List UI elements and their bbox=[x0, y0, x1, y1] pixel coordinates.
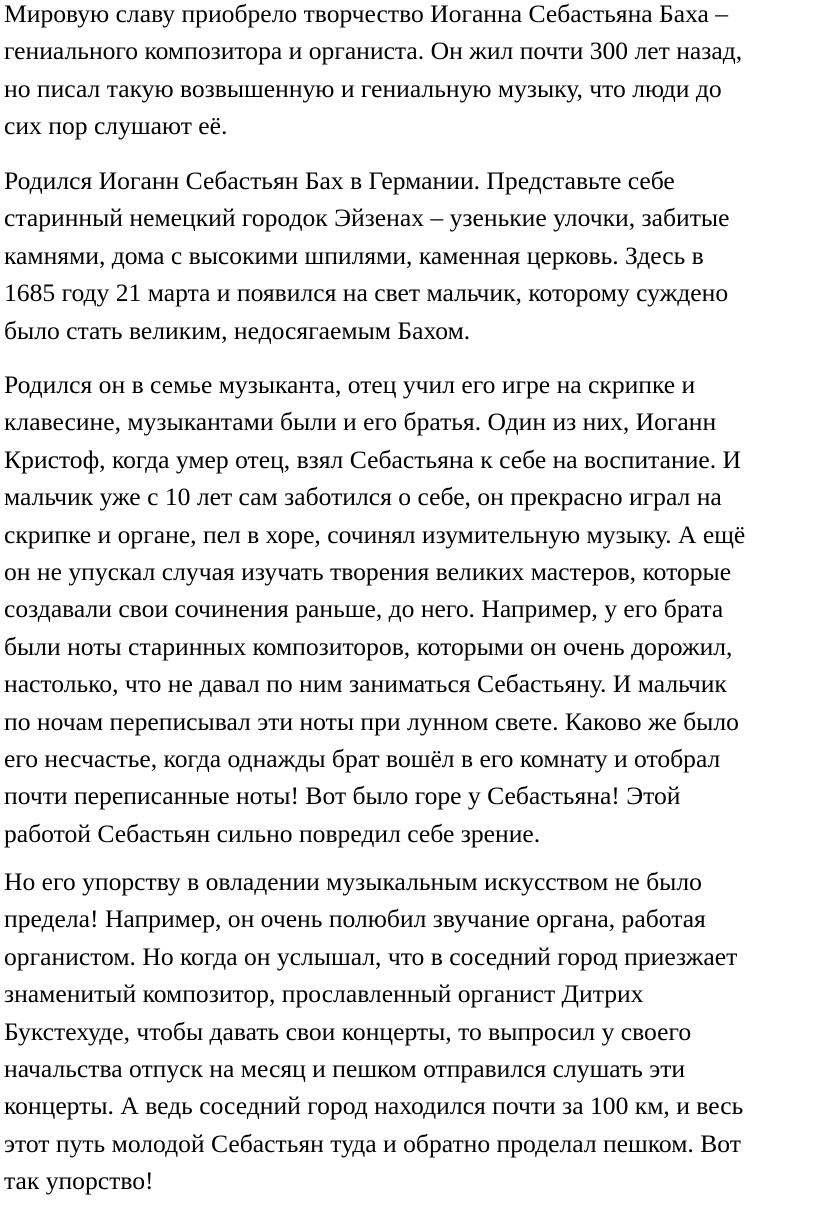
text-line: были ноты старинных композиторов, которыми он очень дорожил, bbox=[4, 631, 733, 661]
text-line: Родился Иоганн Себастьян Бах в Германии. Представьте себе bbox=[4, 166, 675, 195]
text-line: сих пор слушают её. bbox=[4, 111, 228, 141]
text-line: создавали свои сочинения раньше, до него. Например, у его брата bbox=[4, 594, 724, 624]
text-line: его несчастье, когда однажды брат вошёл в его комнату и отобрал bbox=[4, 744, 721, 774]
text-line: гениального композитора и органиста. Он жил почти 300 лет назад, bbox=[4, 36, 743, 66]
text-line: так упорство! bbox=[4, 1166, 154, 1196]
text-line: клавесине, музыкантами были и его братья. Один из них, Иоганн bbox=[4, 407, 717, 437]
text-line: скрипке и органе, пел в хоре, сочинял изумительную музыку. А ещё bbox=[4, 519, 746, 549]
paragraph-intro bbox=[4, 0, 742, 145]
text-line: предела! Например, он очень полюбил звучание органа, работая bbox=[4, 904, 706, 934]
text-line: мальчик уже с 10 лет сам заботился о себе, он прекрасно играл на bbox=[4, 482, 722, 512]
text-line: Кристоф, когда умер отец, взял Себастьяна к себе на воспитание. И bbox=[4, 444, 742, 474]
text-line: концерты. А ведь соседний город находился почти за 100 км, и весь bbox=[4, 1091, 744, 1121]
text-line: по ночам переписывал эти ноты при лунном свете. Каково же было bbox=[4, 706, 739, 736]
text-line: Но его упорству в овладении музыкальным искусством не было bbox=[4, 867, 702, 896]
text-line: Родился он в семье музыканта, отец учил его игре на скрипке и bbox=[4, 370, 696, 399]
text-line: настолько, что не давал по ним заниматься Себастьяну. И мальчик bbox=[4, 669, 727, 699]
text-line: знаменитый композитор, прославленный органист Дитрих bbox=[4, 979, 644, 1009]
text-line: Мировую славу приобрело творчество Иоганна Себастьяна Баха – bbox=[4, 0, 729, 28]
text-line: работой Себастьян сильно повредил себе зрение. bbox=[4, 818, 541, 848]
paragraph-childhood bbox=[4, 366, 745, 852]
text-line: почти переписанные ноты! Вот было горе у Себастьяна! Этой bbox=[4, 781, 681, 811]
text-line: 1685 году 21 марта и появился на свет мальчик, которому суждено bbox=[4, 278, 729, 308]
text-line: органистом. Но когда он услышал, что в соседний город приезжает bbox=[4, 941, 738, 971]
text-line: старинный немецкий городок Эйзенах – узенькие улочки, забитые bbox=[4, 203, 730, 233]
text-line: Букстехуде, чтобы давать свои концерты, то выпросил у своего bbox=[4, 1016, 692, 1046]
text-line: он не упускал случая изучать творения великих мастеров, которые bbox=[4, 557, 732, 587]
text-line: камнями, дома с высокими шпилями, каменная церковь. Здесь в bbox=[4, 240, 704, 270]
text-line: этот путь молодой Себастьян туда и обратно проделал пешком. Вот bbox=[4, 1128, 741, 1158]
text-line: но писал такую возвышенную и гениальную музыку, что люди до bbox=[4, 73, 722, 103]
paragraph-birth bbox=[4, 162, 729, 349]
paragraph-perseverance bbox=[4, 863, 743, 1200]
text-line: было стать великим, недосягаемым Бахом. bbox=[4, 315, 471, 345]
text-line: начальства отпуск на месяц и пешком отправился слушать эти bbox=[4, 1054, 686, 1084]
